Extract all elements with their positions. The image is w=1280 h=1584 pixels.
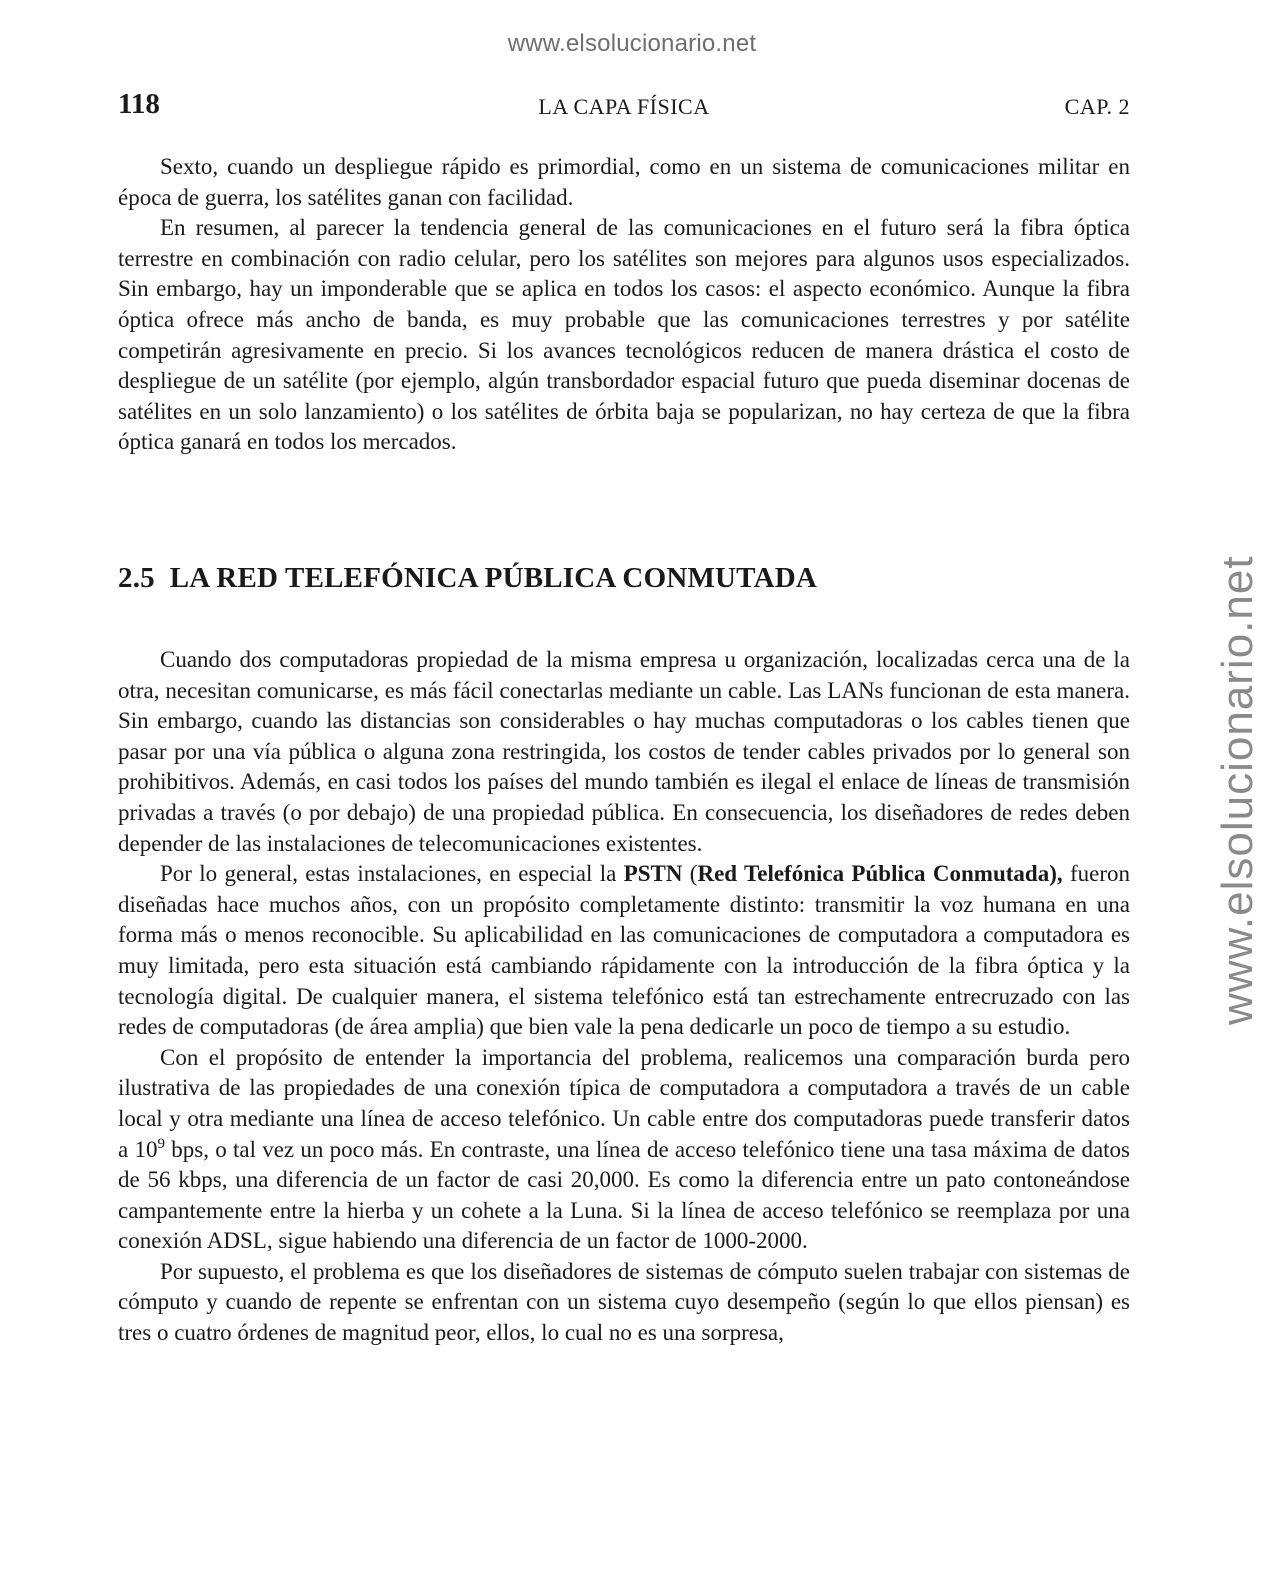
paragraph-text: bps, o tal vez un poco más. En contraste, una línea de acceso telefónico tiene una tasa máxima de datos de 56 kbps, una diferencia de un factor de casi 20,000. Es como la diferencia entre un pato contoneándose campantemente entre la hierba y un cohete a la Luna. Si la línea de acceso telefónico se reemplaza por una conexión ADSL, sigue habiendo una diferencia de un factor de 1000-2000. <box>118 1136 1130 1254</box>
section-heading <box>118 562 1130 595</box>
section-number: 2.5 <box>118 562 155 594</box>
page-number: 118 <box>118 88 160 120</box>
running-header <box>118 88 1130 124</box>
paragraph: Cuando dos computadoras propiedad de la misma empresa u organización, localizadas cerca una de la otra, necesitan comunicarse, es más fácil conectarlas mediante un cable. Las LANs funcionan de esta manera. Sin embargo, cuando las distancias son considerables o hay muchas computadoras o los cables tienen que pasar por una vía pública o alguna zona restringida, los costos de tender cables privados por lo general son prohibitivos. Además, en casi todos los países del mundo también es ilegal el enlace de líneas de transmisión privadas a través (o por debajo) de una propiedad pública. En consecuencia, los diseñadores de redes deben depender de las instalaciones de telecomunicaciones existentes. <box>118 647 1130 856</box>
paragraph: Sexto, cuando un despliegue rápido es primordial, como en un sistema de comunicaciones militar en época de guerra, los satélites ganan con facilidad. <box>118 154 1130 210</box>
section-body <box>118 645 1130 1349</box>
paragraph-text: Por lo general, estas instalaciones, en especial la <box>160 861 624 887</box>
paragraph-text: ( <box>682 861 698 887</box>
paragraph-text: Con el propósito de entender la importancia del problema, realicemos una comparación burda pero ilustrativa de las propiedades de una conexión típica de computadora a computadora a través de un cable local y otra mediante una línea de acceso telefónico. Un cable entre dos computadoras puede transferir datos a 10 <box>118 1044 1130 1162</box>
paragraph: Por supuesto, el problema es que los diseñadores de sistemas de cómputo suelen trabajar con sistemas de cómputo y cuando de repente se enfrentan con un sistema cuyo desempeño (según lo que ellos piensan) es tres o cuatro órdenes de magnitud peor, ellos, lo cual no es una sorpresa, <box>118 1258 1130 1346</box>
chapter-reference: CAP. 2 <box>1064 94 1130 119</box>
watermark-url-side: www.elsolucionario.net <box>1213 555 1262 1025</box>
section-title: LA RED TELEFÓNICA PÚBLICA CONMUTADA <box>169 562 818 594</box>
term-expansion: Red Telefónica Pública Conmutada), <box>697 861 1063 887</box>
term-pstn: PSTN <box>623 861 683 887</box>
paragraph <box>118 1043 1130 1257</box>
intro-text <box>118 152 1130 458</box>
paragraph-text: fueron diseñadas hace muchos años, con un propósito completamente distinto: transmitir la voz humana en una forma más o menos reconocible. Su aplicabilidad en las comunicaciones de computadora a computadora es muy limitada, pero esta situación está cambiando rápidamente con la introducción de la fibra óptica y la tecnología digital. De cualquier manera, el sistema telefónico está tan estrechamente entrecruzado con las redes de computadoras (de área amplia) que bien vale la pena dedicarle un poco de tiempo a su estudio. <box>118 861 1130 1040</box>
exponent: 9 <box>157 1135 165 1152</box>
paragraph <box>118 859 1130 1043</box>
chapter-title: LA CAPA FÍSICA <box>538 94 710 119</box>
watermark-url-top: www.elsolucionario.net <box>507 30 757 57</box>
paragraph: En resumen, al parecer la tendencia general de las comunicaciones en el futuro será la fibra óptica terrestre en combinación con radio celular, pero los satélites son mejores para algunos usos especializados. Sin embargo, hay un imponderable que se aplica en todos los casos: el aspecto económico. Aunque la fibra óptica ofrece más ancho de banda, es muy probable que las comunicaciones terrestres y por satélite competirán agresivamente en precio. Si los avances tecnológicos reducen de manera drástica el costo de despliegue de un satélite (por ejemplo, algún transbordador espacial futuro que pueda diseminar docenas de satélites en un solo lanzamiento) o los satélites de órbita baja se popularizan, no hay certeza de que la fibra óptica ganará en todos los mercados. <box>118 215 1130 455</box>
